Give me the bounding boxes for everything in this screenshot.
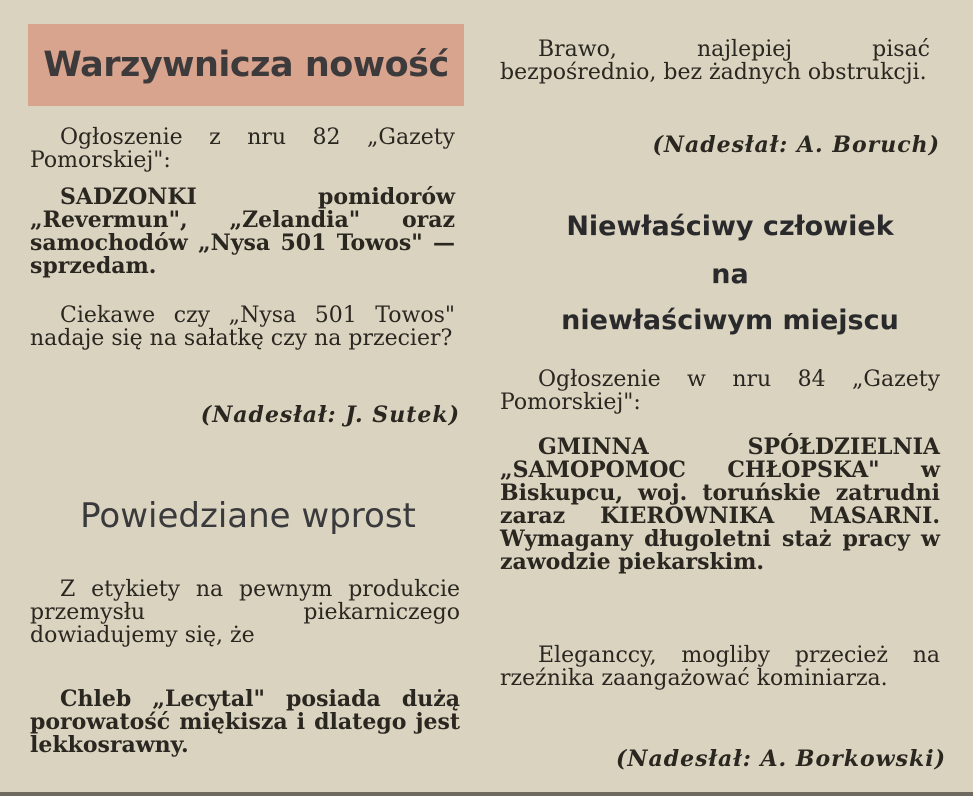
article1-ad: SADZONKI pomidorów „Revermun", „Zelandia" oraz samochodów „Nysa 501 Towos" — sprzedam. xyxy=(30,184,455,279)
article3-title-line1: Niewłaściwy człowiek xyxy=(566,211,894,242)
article3-intro: Ogłoszenie w nru 84 „Gazety Pomorskiej": xyxy=(500,367,940,415)
article3-ad: GMINNA SPÓŁDZIELNIA „SAMOPOMOC CHŁOPSKA" w Biskupcu, woj. toruńskie zatrudni zaraz KIEROWNIKA MASARNI. Wymagany długoletni staż pracy w zawodzie piekarskim. xyxy=(500,434,940,575)
article1-intro: Ogłoszenie z nru 82 „Gazety Pomorskiej": xyxy=(30,125,455,173)
article2-signature: (Nadesłał: A. Boruch) xyxy=(652,132,940,158)
title-banner xyxy=(28,24,464,106)
article3-comment: Eleganccy, mogliby przecież na rzeźnika zaangażować kominiarza. xyxy=(500,643,940,691)
article3-title-line2: na xyxy=(711,259,749,290)
article1-signature: (Nadesłał: J. Sutek) xyxy=(200,402,460,428)
bottom-rule xyxy=(0,792,973,796)
article2-title: Powiedziane wprost xyxy=(80,496,416,536)
article2-quote: Chleb „Lecytal" posiada dużą porowatość miękisza i dlatego jest lekkosrawny. xyxy=(30,686,460,758)
article1-title: Warzywnicza nowość xyxy=(43,45,449,85)
article1-comment: Ciekawe czy „Nysa 501 Towos" nadaje się na sałatkę czy na przecier? xyxy=(30,303,455,351)
article3-title-line3: niewłaściwym miejscu xyxy=(561,305,899,336)
article3-signature: (Nadesłał: A. Borkowski) xyxy=(615,746,946,772)
article2-comment: Brawo, najlepiej pisać bezpośrednio, bez żadnych obstrukcji. xyxy=(500,37,930,85)
article2-intro: Z etykiety na pewnym produkcie przemysłu piekarniczego dowiadujemy się, że xyxy=(30,577,460,648)
